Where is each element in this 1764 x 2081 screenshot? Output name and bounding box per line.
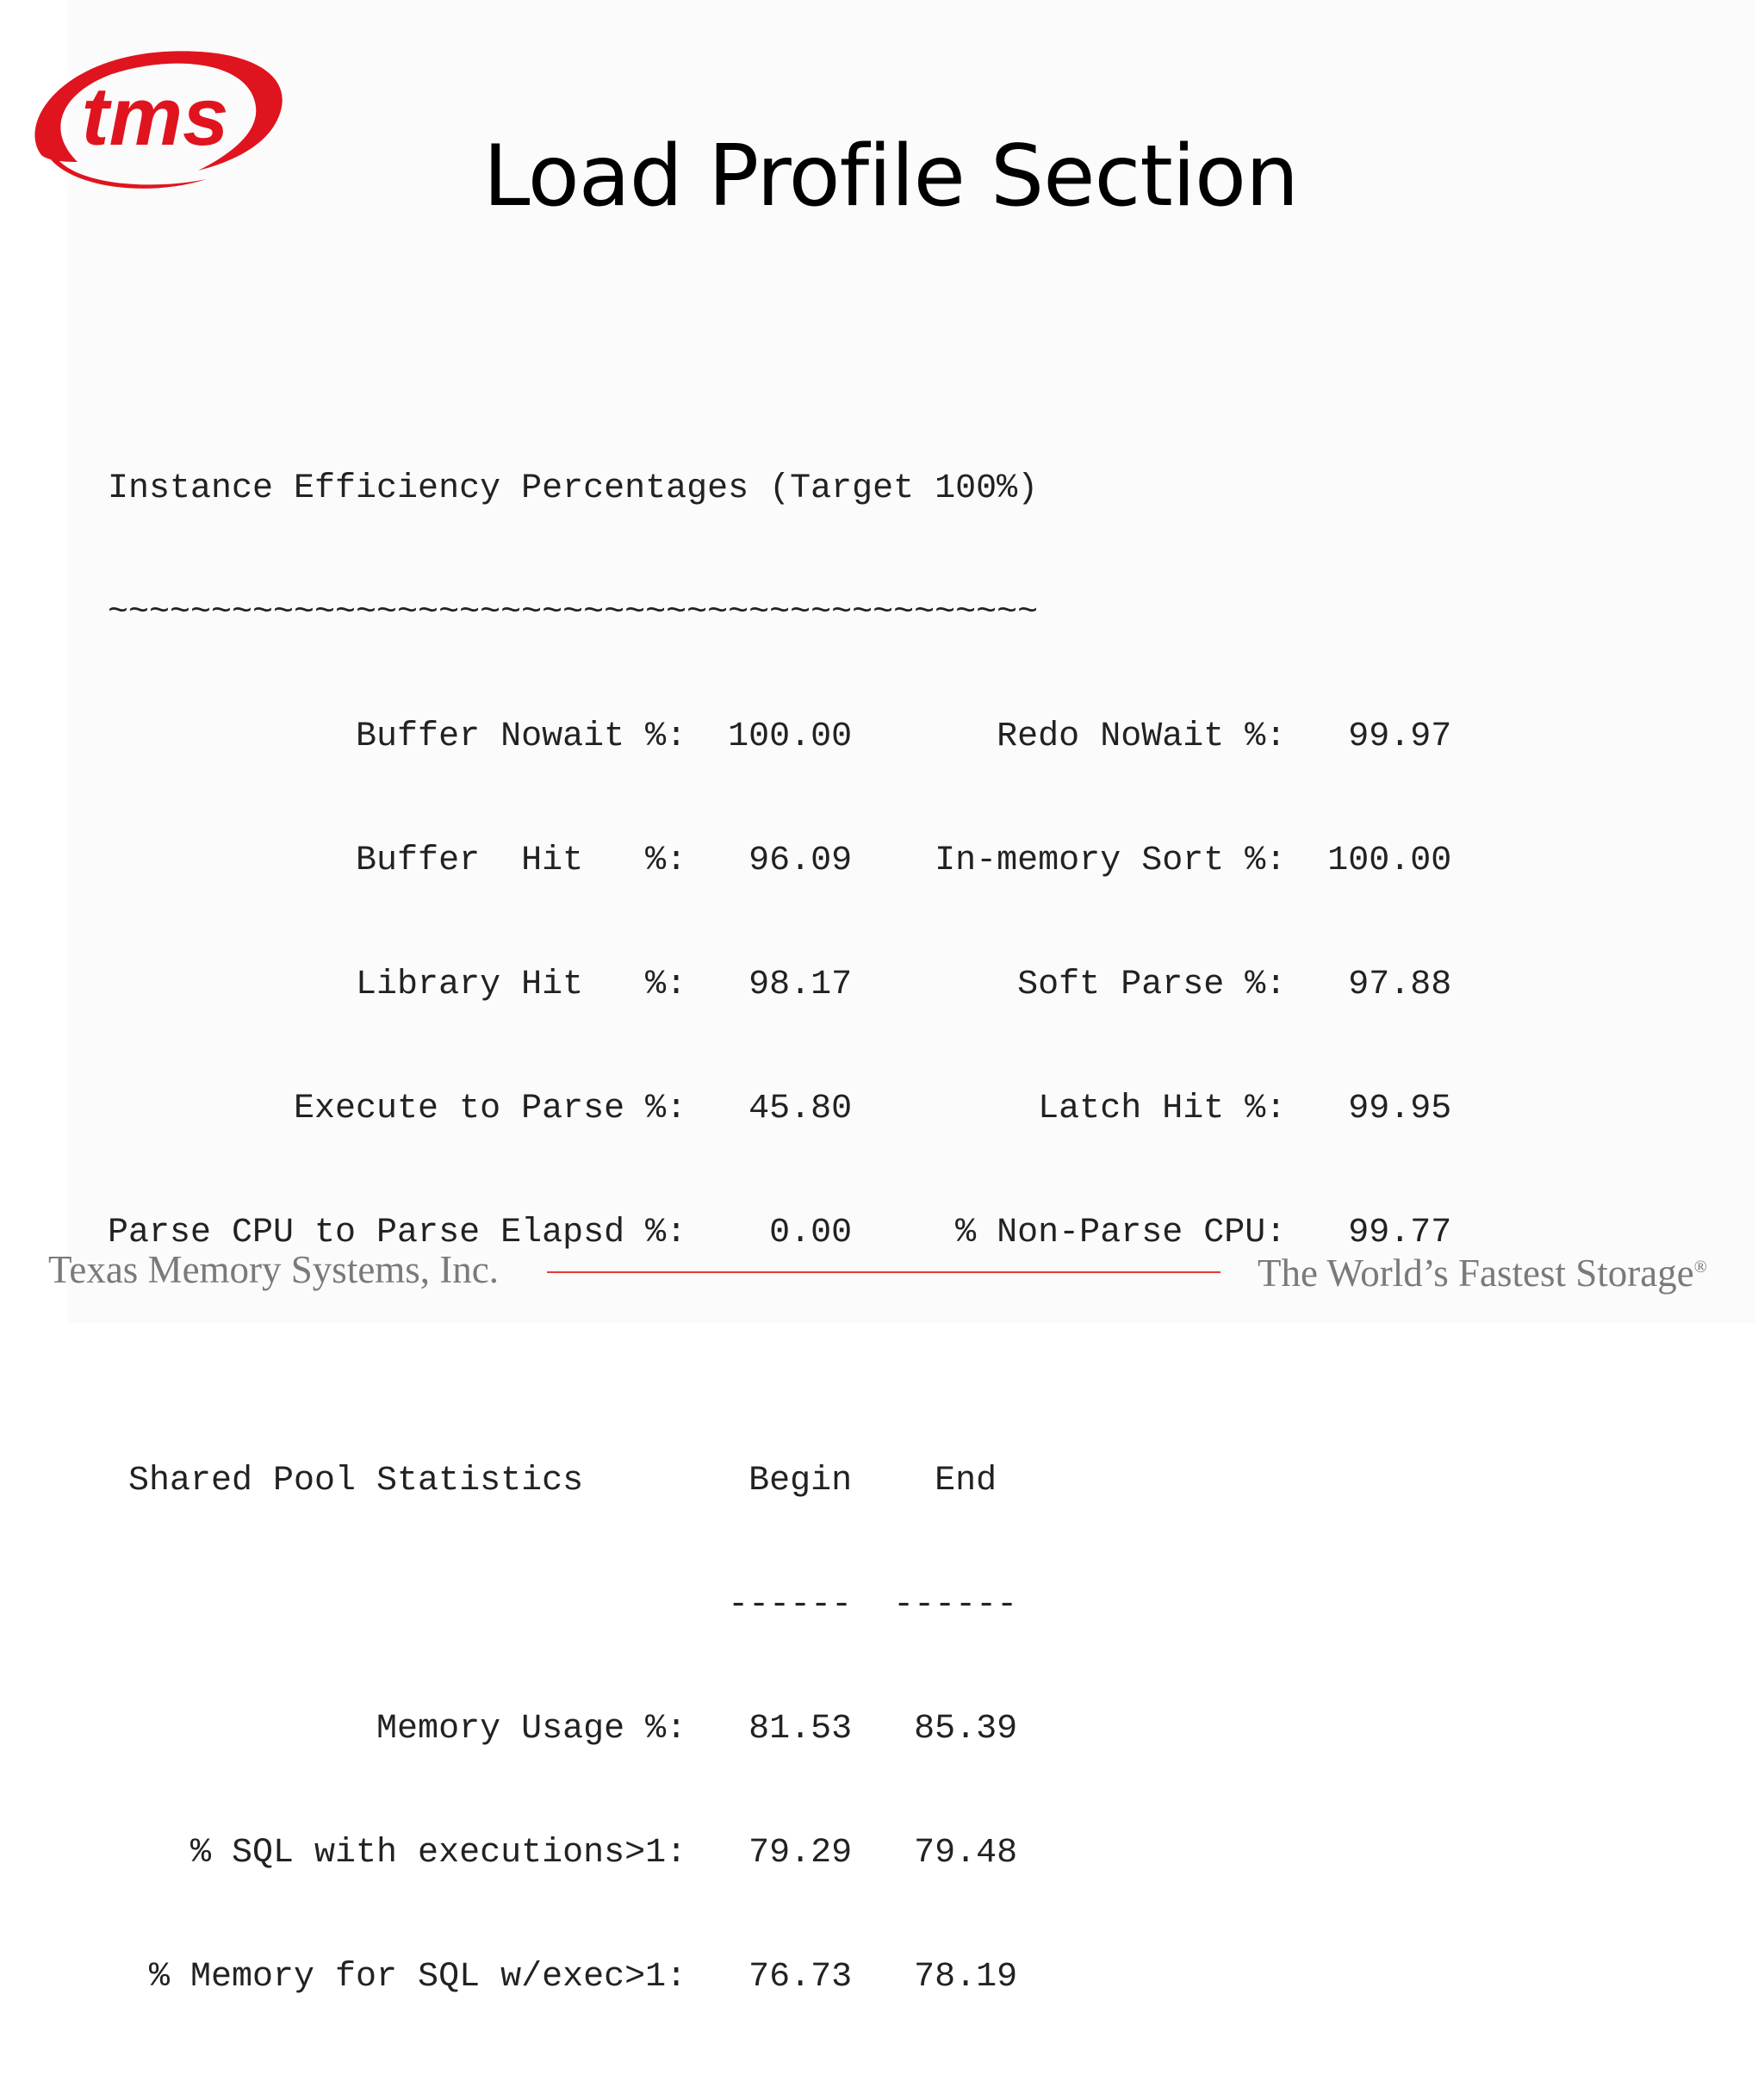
shared-pool-rule: ------ ------ — [108, 1586, 1018, 1624]
shared-pool-header: Shared Pool Statistics Begin End — [108, 1462, 997, 1500]
blank-line — [108, 1337, 1451, 1378]
report-header-rule: ~~~~~~~~~~~~~~~~~~~~~~~~~~~~~~~~~~~~~~~~~~~~~ — [108, 593, 1039, 632]
footer-company: Texas Memory Systems, Inc. — [48, 1248, 500, 1291]
registered-mark: ® — [1693, 1258, 1707, 1277]
report-header: Instance Efficiency Percentages (Target 100%) — [108, 469, 1039, 508]
shared-pool-line: % Memory for SQL w/exec>1: 76.73 78.19 — [108, 1958, 1018, 1997]
efficiency-line: Execute to Parse %: 45.80 Latch Hit %: 99.95 — [108, 1090, 1452, 1128]
footer-tagline — [1258, 1251, 1707, 1295]
efficiency-line: Buffer Nowait %: 100.00 Redo NoWait %: 99.97 — [108, 717, 1452, 756]
page-title: Load Profile Section — [482, 127, 1299, 226]
footer-divider — [547, 1271, 1221, 1273]
efficiency-line: Buffer Hit %: 96.09 In-memory Sort %: 100.00 — [108, 842, 1452, 880]
efficiency-line: Parse CPU to Parse Elapsd %: 0.00 % Non-Parse CPU: 99.77 — [108, 1214, 1452, 1252]
efficiency-line: Library Hit %: 98.17 Soft Parse %: 97.88 — [108, 966, 1452, 1004]
logo-text: tms — [81, 71, 229, 163]
footer-tagline-text: The World’s Fastest Storage — [1258, 1252, 1694, 1295]
report-text — [108, 386, 1451, 2081]
shared-pool-line: Memory Usage %: 81.53 85.39 — [108, 1710, 1018, 1749]
shared-pool-line: % SQL with executions>1: 79.29 79.48 — [108, 1834, 1018, 1873]
